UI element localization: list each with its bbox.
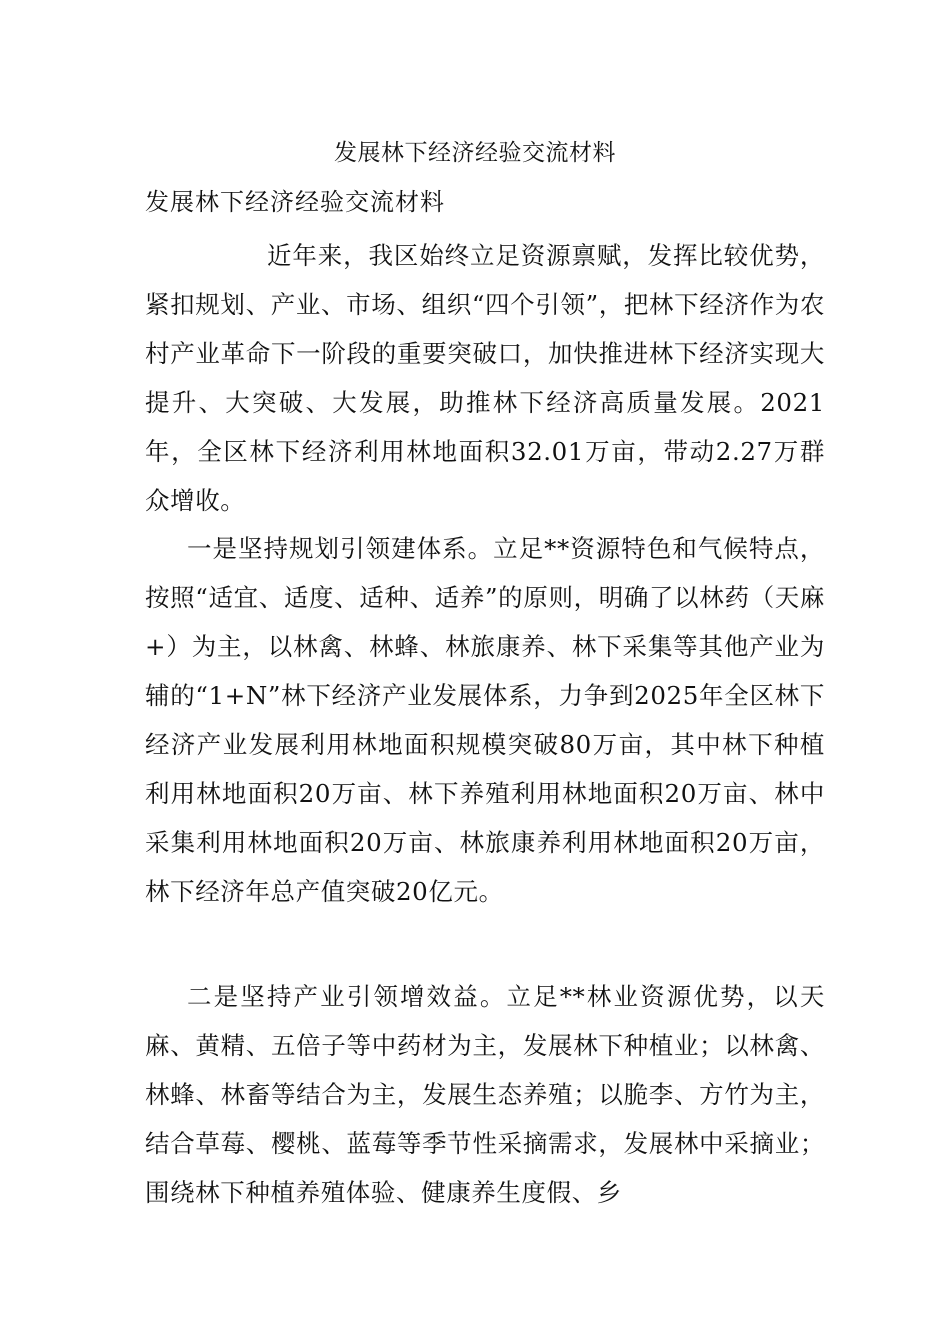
paragraph-industry: 二是坚持产业引领增效益。立足**林业资源优势，以天麻、黄精、五倍子等中药材为主，发展林下种植业；以林禽、林蜂、林畜等结合为主，发展生态养殖；以脆李、方竹为主，结合草莓、樱桃、蓝莓等季节性采摘需求，发展林中采摘业；围绕林下种植养殖体验、健康养生度假、乡 — [145, 982, 825, 1207]
document-subtitle: 发展林下经济经验交流材料 — [145, 188, 445, 216]
paragraph-intro: 近年来，我区始终立足资源禀赋，发挥比较优势，紧扣规划、产业、市场、组织“四个引领”，把林下经济作为农村产业革命下一阶段的重要突破口，加快推进林下经济实现大提升、大突破、大发展，助推林下经济高质量发展。2021年，全区林下经济利用林地面积32.01万亩，带动2.27万群众增收。 — [145, 241, 825, 515]
document-title: 发展林下经济经验交流材料 — [334, 140, 616, 166]
paragraph-planning: 一是坚持规划引领建体系。立足**资源特色和气候特点，按照“适宜、适度、适种、适养”的原则，明确了以林药（天麻+）为主，以林禽、林蜂、林旅康养、林下采集等其他产业为辅的“1+N”林下经济产业发展体系，力争到2025年全区林下经济产业发展利用林地面积规模突破80万亩，其中林下种植利用林地面积20万亩、林下养殖利用林地面积20万亩、林中采集利用林地面积20万亩、林旅康养利用林地面积20万亩，林下经济年总产值突破20亿元。 — [145, 534, 825, 906]
